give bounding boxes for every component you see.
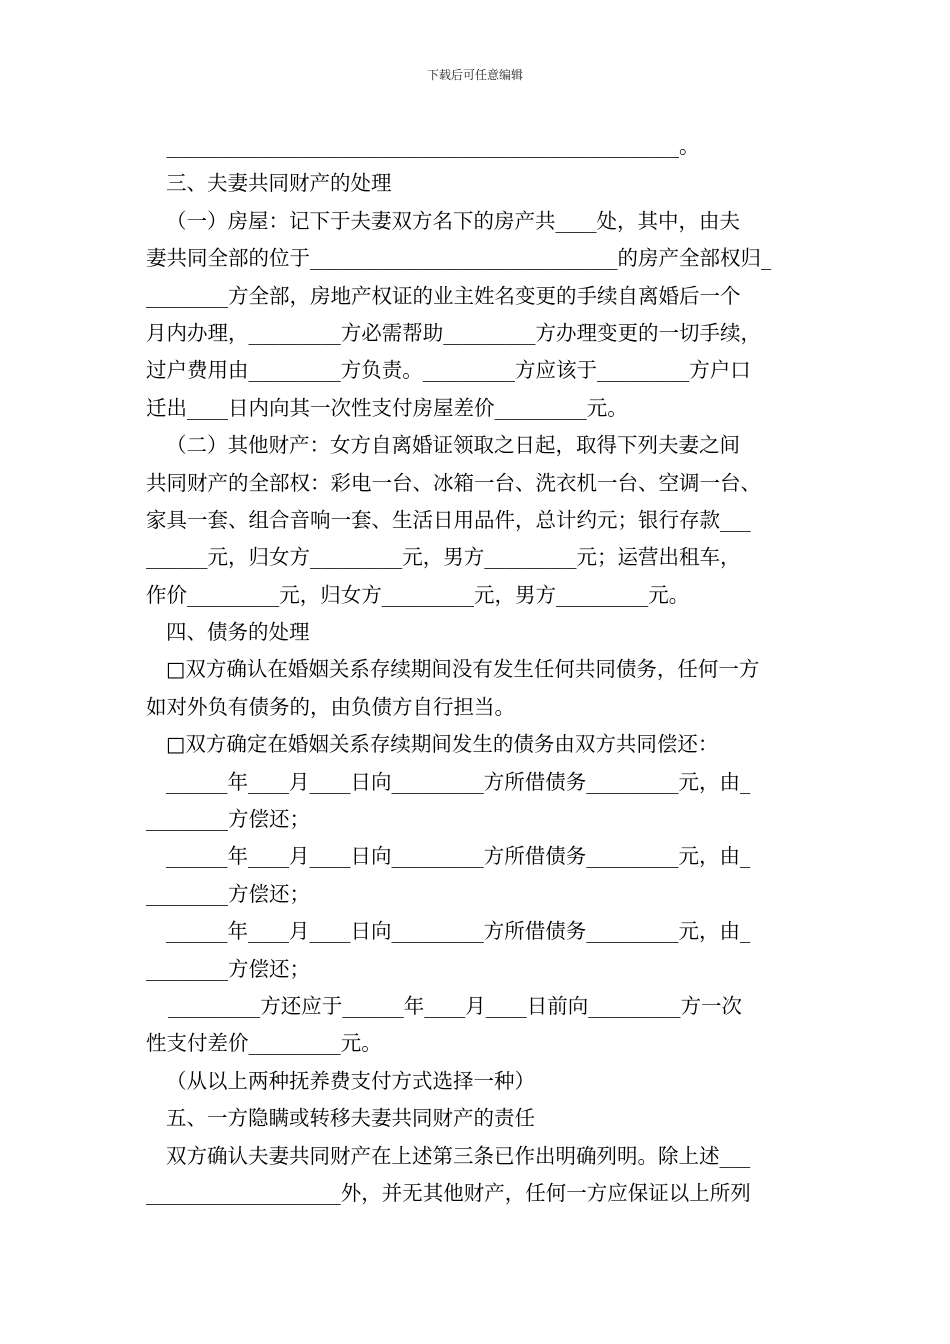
section-heading: 五、一方隐瞒或转移夫妻共同财产的责任 — [166, 1106, 535, 1131]
section-heading: 四、债务的处理 — [166, 620, 310, 645]
doc-line: ________方偿还； — [146, 956, 310, 981]
doc-line: 月内办理，_________方必需帮助_________方办理变更的一切手续， — [146, 320, 761, 345]
doc-line: 性支付差价_________元。 — [146, 1031, 382, 1056]
doc-line: 双方确认夫妻共同财产在上述第三条已作出明确列明。除上述___ — [166, 1143, 751, 1168]
doc-line: （二）其他财产：女方自离婚证领取之日起，取得下列夫妻之间 — [166, 433, 740, 458]
doc-line: 共同财产的全部权：彩电一台、冰箱一台、洗衣机一台、空调一台、 — [146, 470, 761, 495]
doc-line: ________方偿还； — [146, 881, 310, 906]
doc-line: ______年____月____日向_________方所借债务_________元，由_ — [166, 844, 751, 869]
doc-line: 如对外负有债务的，由负债方自行担当。 — [146, 694, 515, 719]
checkbox-option: □双方确定在婚姻关系存续期间发生的债务由双方共同偿还： — [166, 732, 719, 757]
doc-line: 作价_________元，归女方_________元，男方_________元。 — [146, 582, 690, 607]
doc-line: 过户费用由_________方负责。_________方应该于_________方户口 — [146, 358, 751, 383]
doc-line: （从以上两种抚养费支付方式选择一种） — [166, 1068, 535, 1093]
doc-line: ________方偿还； — [146, 807, 310, 832]
doc-line: _________方还应于______年____月____日前向_________方一次 — [168, 993, 742, 1018]
doc-line: 迁出____日内向其一次性支付房屋差价_________元。 — [146, 395, 628, 420]
document-body — [146, 128, 810, 1212]
doc-line: ______年____月____日向_________方所借债务_________元，由_ — [166, 769, 751, 794]
doc-line: （一）房屋：记下于夫妻双方名下的房产共____处，其中，由夫 — [166, 208, 740, 233]
section-heading: 三、夫妻共同财产的处理 — [166, 171, 392, 196]
page-header-note: 下载后可任意编辑 — [426, 68, 523, 82]
doc-line: ______年____月____日向_________方所借债务_________元，由_ — [166, 919, 751, 944]
doc-line: ________方全部，房地产权证的业主姓名变更的手续自离婚后一个 — [146, 283, 741, 308]
doc-line: __________________________________________________。 — [146, 134, 700, 158]
doc-line: 妻共同全部的位于______________________________的房产全部权归_ — [146, 246, 772, 271]
doc-line: ______元，归女方_________元，男方_________元；运营出租车， — [146, 545, 741, 570]
doc-line: 家具一套、组合音响一套、生活日用品件，总计约元；银行存款___ — [146, 507, 751, 532]
checkbox-option: □双方确认在婚姻关系存续期间没有发生任何共同债务，任何一方 — [166, 657, 760, 682]
doc-line: ___________________外，并无其他财产，任何一方应保证以上所列 — [146, 1180, 751, 1205]
